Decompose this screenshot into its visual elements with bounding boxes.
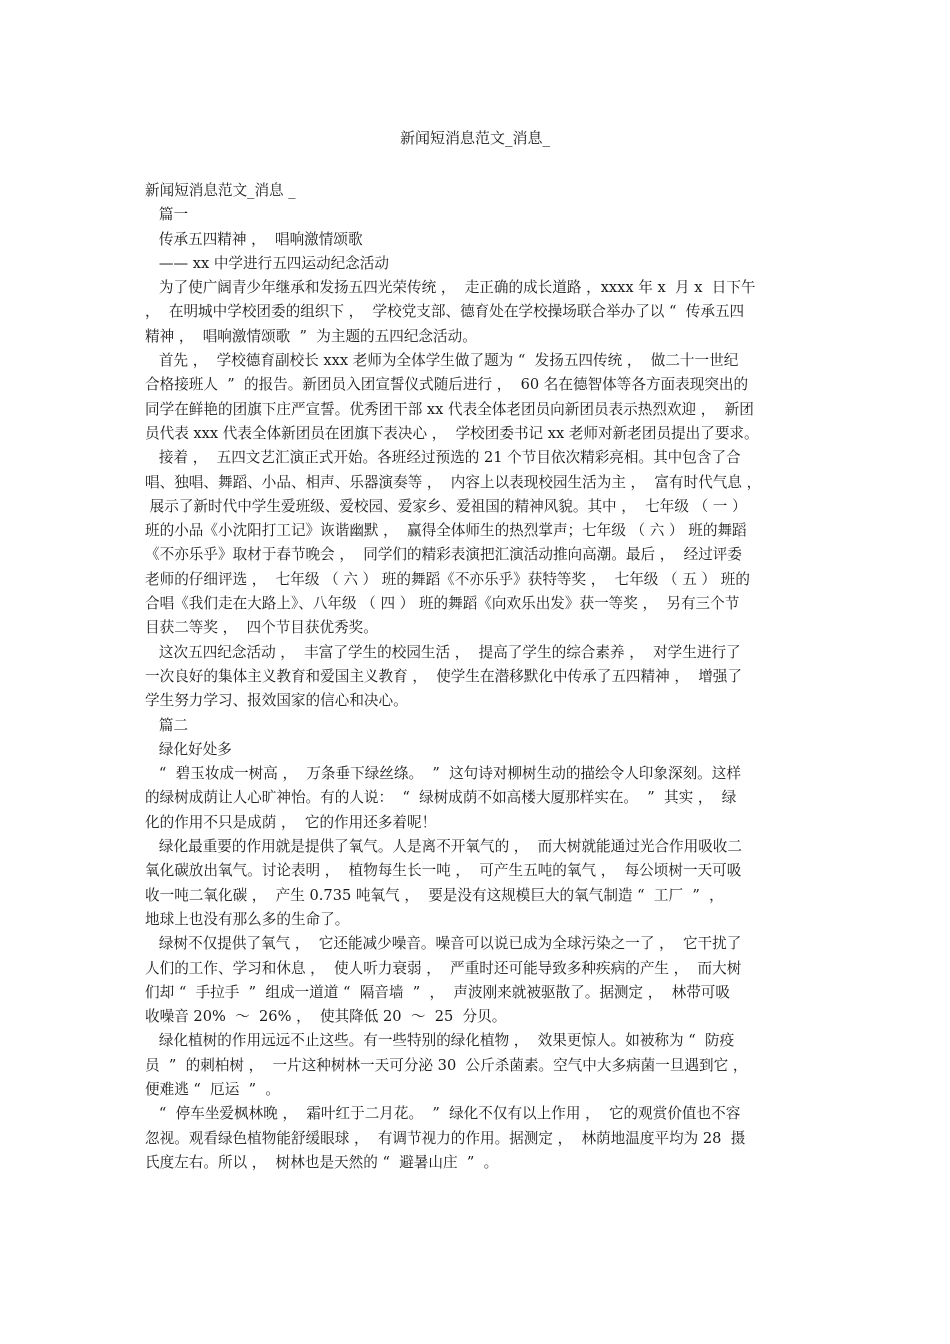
body-line: 忽视。观看绿色植物能舒缓眼球 ， 有调节视力的作用。据测定 ， 林荫地温度平均为 28 摄: [145, 1129, 746, 1147]
body-line: 班的小品《小沈阳打工记》诙谐幽默 ， 赢得全体师生的热烈掌声；七年级 （ 六 ） 班的舞蹈: [145, 522, 747, 540]
body-line: 员代表 xxx 代表全体新团员在团旗下表决心 ， 学校团委书记 xx 老师对新老团员提出了要求。: [145, 424, 759, 442]
body-line: 收一吨二氧化碳 ， 产生 0.735 吨氧气 ， 要是没有这规模巨大的氧气制造 “ 工厂 ” ，: [145, 886, 724, 904]
body-line: 接着 ， 五四文艺汇演正式开始。各班经过预选的 21 个节目依次精彩亮相。其中包含了合: [145, 449, 741, 467]
body-line: 人们的工作、学习和休息 ， 使人听力衰弱 ， 严重时还可能导致多种疾病的产生 ， 而大树: [145, 959, 742, 977]
body-line: ， 在明城中学校团委的组织下 ， 学校党支部、德育处在学校操场联合举办了以 “ 传承五四: [145, 303, 745, 321]
body-line: 便难逃 “ 厄运 ” 。: [145, 1080, 280, 1098]
body-line: 绿化植树的作用远远不止这些。有一些特别的绿化植物 ， 效果更惊人。如被称为 “ 防疫: [145, 1032, 735, 1050]
body-line: 这次五四纪念活动 ， 丰富了学生的校园生活 ， 提高了学生的综合素养 ， 对学生进行了: [145, 643, 741, 661]
body-line: 精神 ， 唱响激情颂歌 ” 为主题的五四纪念活动。: [145, 327, 477, 345]
body-line: “ 碧玉妆成一树高 ， 万条垂下绿丝绦。 ” 这句诗对柳树生动的描绘令人印象深刻。这样: [145, 765, 741, 783]
body-line: 合唱《我们走在大路上》、八年级 （ 四 ） 班的舞蹈《向欢乐出发》获一等奖 ， 另有三个节: [145, 595, 740, 613]
body-line: 为了使广阔青少年继承和发扬五四光荣传统 ， 走正确的成长道路 ，xxxx 年 x 月 x 日下午: [145, 279, 756, 297]
body-line: 《不亦乐乎》取材于春节晚会 ， 同学们的精彩表演把汇演活动推向高潮。最后 ， 经过评委: [145, 546, 742, 564]
body-line: “ 停车坐爱枫林晚 ， 霜叶红于二月花。 ” 绿化不仅有以上作用 ， 它的观赏价值也不容: [145, 1105, 741, 1123]
body-line: 合格接班人 ” 的报告。新团员入团宣誓仪式随后进行 ， 60 名在德智体等各方面表现突出的: [145, 376, 749, 394]
body-line: 首先 ， 学校德育副校长 xxx 老师为全体学生做了题为 “ 发扬五四传统 ， 做二十一世纪: [145, 352, 739, 370]
body-line: 地球上也没有那么多的生命了。: [145, 910, 350, 928]
body-line: 目获二等奖 ， 四个节目获优秀奖。: [145, 619, 378, 637]
body-line: —— xx 中学进行五四运动纪念活动: [145, 254, 389, 272]
body-line: 绿树不仅提供了氧气 ， 它还能减少噪音。噪音可以说已成为全球污染之一了 ， 它干扰了: [145, 935, 742, 953]
document-title: 新闻短消息范文_消息_: [399, 129, 550, 147]
body-line: 唱、独唱、舞蹈、小品、相声、乐器演奏等 ， 内容上以表现校园生活为主 ， 富有时代气息 ，: [145, 473, 762, 491]
body-line: 篇一: [145, 206, 189, 224]
body-line: 传承五四精神 ， 唱响激情颂歌: [145, 230, 363, 248]
body-line: 新闻短消息范文_消息 _: [145, 182, 296, 199]
body-line: 化的作用不只是成荫 ， 它的作用还多着呢！: [145, 813, 437, 831]
body-line: 同学在鲜艳的团旗下庄严宣誓。优秀团干部 xx 代表全体老团员向新团员表示热烈欢迎 ， 新团: [145, 400, 754, 418]
body-line: 一次良好的集体主义教育和爱国主义教育 ， 使学生在潜移默化中传承了五四精神 ， 增强了: [145, 667, 742, 685]
body-line: 们却 “ 手拉手 ” 组成一道道 “ 隔音墙 ” ， 声波刚来就被驱散了。据测定 ， 林带可吸: [145, 983, 730, 1001]
body-line: 氏度左右。所以 ， 树林也是天然的 “ 避暑山庄 ” 。: [145, 1153, 499, 1171]
body-line: 员 ” 的刺柏树 ， 一片这种树林一天可分泌 30 公斤杀菌素。空气中大多病菌一旦遇到它 ，: [145, 1056, 748, 1074]
body-line: 篇二: [145, 716, 189, 734]
body-line: 绿化好处多: [145, 740, 232, 758]
body-line: 学生努力学习、报效国家的信心和决心。: [145, 692, 408, 710]
body-line: 的绿树成荫让人心旷神怡。有的人说： “ 绿树成荫不如高楼大厦那样实在。 ” 其实 ， 绿: [145, 789, 737, 807]
body-line: 氧化碳放出氧气。讨论表明 ， 植物每生长一吨 ， 可产生五吨的氧气 ， 每公顷树一天可吸: [145, 862, 742, 880]
document-body: [145, 179, 810, 1175]
body-line: 绿化最重要的作用就是提供了氧气。人是离不开氧气的 ， 而大树就能通过光合作用吸收二: [145, 838, 742, 856]
body-line: 收噪音 20% ～ 26% ， 使其降低 20 ～ 25 分贝。: [145, 1008, 507, 1026]
body-line: 展示了新时代中学生爱班级、爱校园、爱家乡、爱祖国的精神风貌。其中 ， 七年级 （ 一 ）: [145, 497, 747, 515]
body-line: 老师的仔细评选 ， 七年级 （ 六 ） 班的舞蹈《不亦乐乎》获特等奖 ， 七年级 （ 五 ） 班的: [145, 570, 750, 588]
